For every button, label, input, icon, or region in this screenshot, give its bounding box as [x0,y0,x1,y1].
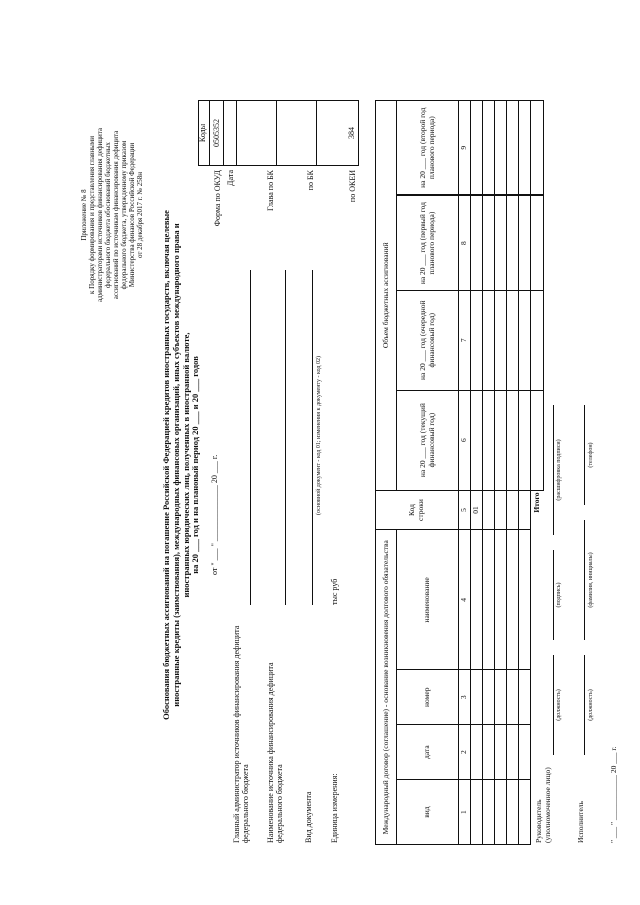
header-year-current: на 20 ___ год (текущий финансовый год) [397,390,459,490]
table-row [482,101,494,845]
code-value-bk [277,100,317,166]
head-position-caption: (должность) [556,689,562,721]
col-number: 6 [459,390,471,490]
appendix-line: Приложение № 8 [80,189,88,241]
header-name: наименование [397,530,459,670]
header-contract-group: Международный договор (соглашение) - основание возникновения долгового обязательства [376,530,397,845]
source-label-line-1: Наименование источника финансирования дефицита [266,662,275,843]
doc-type-label: Вид документа [304,791,313,843]
unit-label: Единица измерения: [330,773,339,843]
head-decoding-caption: (расшифровка подписи) [556,439,562,501]
code-label-chapter: Глава по БК [265,170,275,211]
admin-label-line-2: федерального бюджета [241,764,251,843]
code-label-okud: Форма по ОКУД [212,170,222,227]
appendix-line: федерального бюджета обоснований бюджетных [104,142,113,288]
title-line: на 20 ___ год и на плановый период 20 ___ и 20 ___ годов [190,356,201,574]
header-vid: вид [397,780,459,845]
head-decoding-line [553,405,554,535]
title-line: иностранные кредиты (заимствования), международных финансовых организаций, иных субъектов международного права и [170,223,181,707]
table-row [494,101,506,845]
admin-label-line-1: Главный администратор источников финансирования дефицита [232,625,241,843]
col-number: 5 [459,490,471,530]
col-number: 3 [459,670,471,725]
col-number: 9 [459,101,471,196]
head-label [535,767,552,843]
title-line: иностранных юридических лиц, полученных в иностранной валюте, [180,332,191,598]
head-position-line [553,655,554,755]
header-code: Код строки [376,490,459,530]
code-value-date [224,100,237,166]
header-volume-group: Объем бюджетных ассигнований [376,101,397,491]
signature-date: " ___ " ____________ 20 ___ г. [609,746,618,843]
appendix-line: федерального бюджета, утвержденному приказом [120,140,129,290]
code-label-bk: по БК [305,170,315,191]
code-value-okud: 0505352 [210,100,224,166]
head-signature-line [553,550,554,640]
total-row [530,101,543,845]
table-row [470,101,482,845]
executor-phone-line [584,405,585,505]
appendix-line: ассигнований по источникам финансирования дефицита [112,130,121,300]
code-value-okei: 384 [317,100,359,166]
unit-value: тыс руб [330,578,339,605]
doc-type-hint: (основной документ - код 01; изменения к документу - код 02) [316,356,322,515]
row-code: 01 [470,490,482,530]
head-label-line-2: (уполномоченное лицо) [542,767,552,843]
title-line: Обоснования бюджетных ассигнований на погашение Российской Федерацией кредитов иностранных государств, включая целевые [161,210,171,720]
table-row [518,101,530,845]
col-number: 8 [459,195,471,290]
appendix-line: Министерства финансов Российской Федерации [128,142,137,288]
admin-field-line [250,270,251,605]
head-label-line-1: Руководитель [534,799,543,843]
executor-phone-caption: (телефон) [588,442,594,468]
col-number: 7 [459,290,471,390]
table-row [506,101,518,845]
header-number: номер [397,670,459,725]
source-label [266,662,284,843]
source-label-line-2: федерального бюджета [275,764,285,843]
total-label: Итого [531,492,541,513]
source-field-line [285,270,286,605]
codes-header: Коды [198,100,210,166]
appropriations-table [375,100,544,845]
executor-position-caption: (должность) [588,689,594,721]
appendix-line: от 28 декабря 2017 г. № 258н [136,171,145,259]
appendix-line: к Порядку формирования и представления главными [88,136,97,294]
executor-label: Исполнитель [576,801,585,843]
appendix-line: администраторами источников финансирования дефицита [96,127,105,303]
code-value-chapter [237,100,277,166]
header-year-first: на 20 ___ год (первый год планового периода) [397,195,459,290]
col-number: 4 [459,530,471,670]
col-number: 2 [459,725,471,780]
document-title [162,165,201,765]
executor-name-line [584,520,585,640]
doc-type-field-line [312,270,313,605]
admin-label [232,626,250,843]
col-number: 1 [459,780,471,845]
executor-name-caption: (фамилия, инициалы) [588,552,594,608]
header-date: дата [397,725,459,780]
executor-position-line [584,655,585,755]
appendix-header [80,100,144,330]
code-label-date: Дата [225,170,235,186]
head-signature-caption: (подпись) [556,582,562,608]
header-year-second: на 20 ___ год (второй год планового периода) [397,101,459,196]
header-year-next: на 20 ___ год (очередной финансовый год) [397,290,459,390]
document-date: от " ___ " ______________ 20 ___ г. [210,454,219,575]
code-label-okei: по ОКЕИ [347,170,357,203]
codes-block [198,100,359,335]
